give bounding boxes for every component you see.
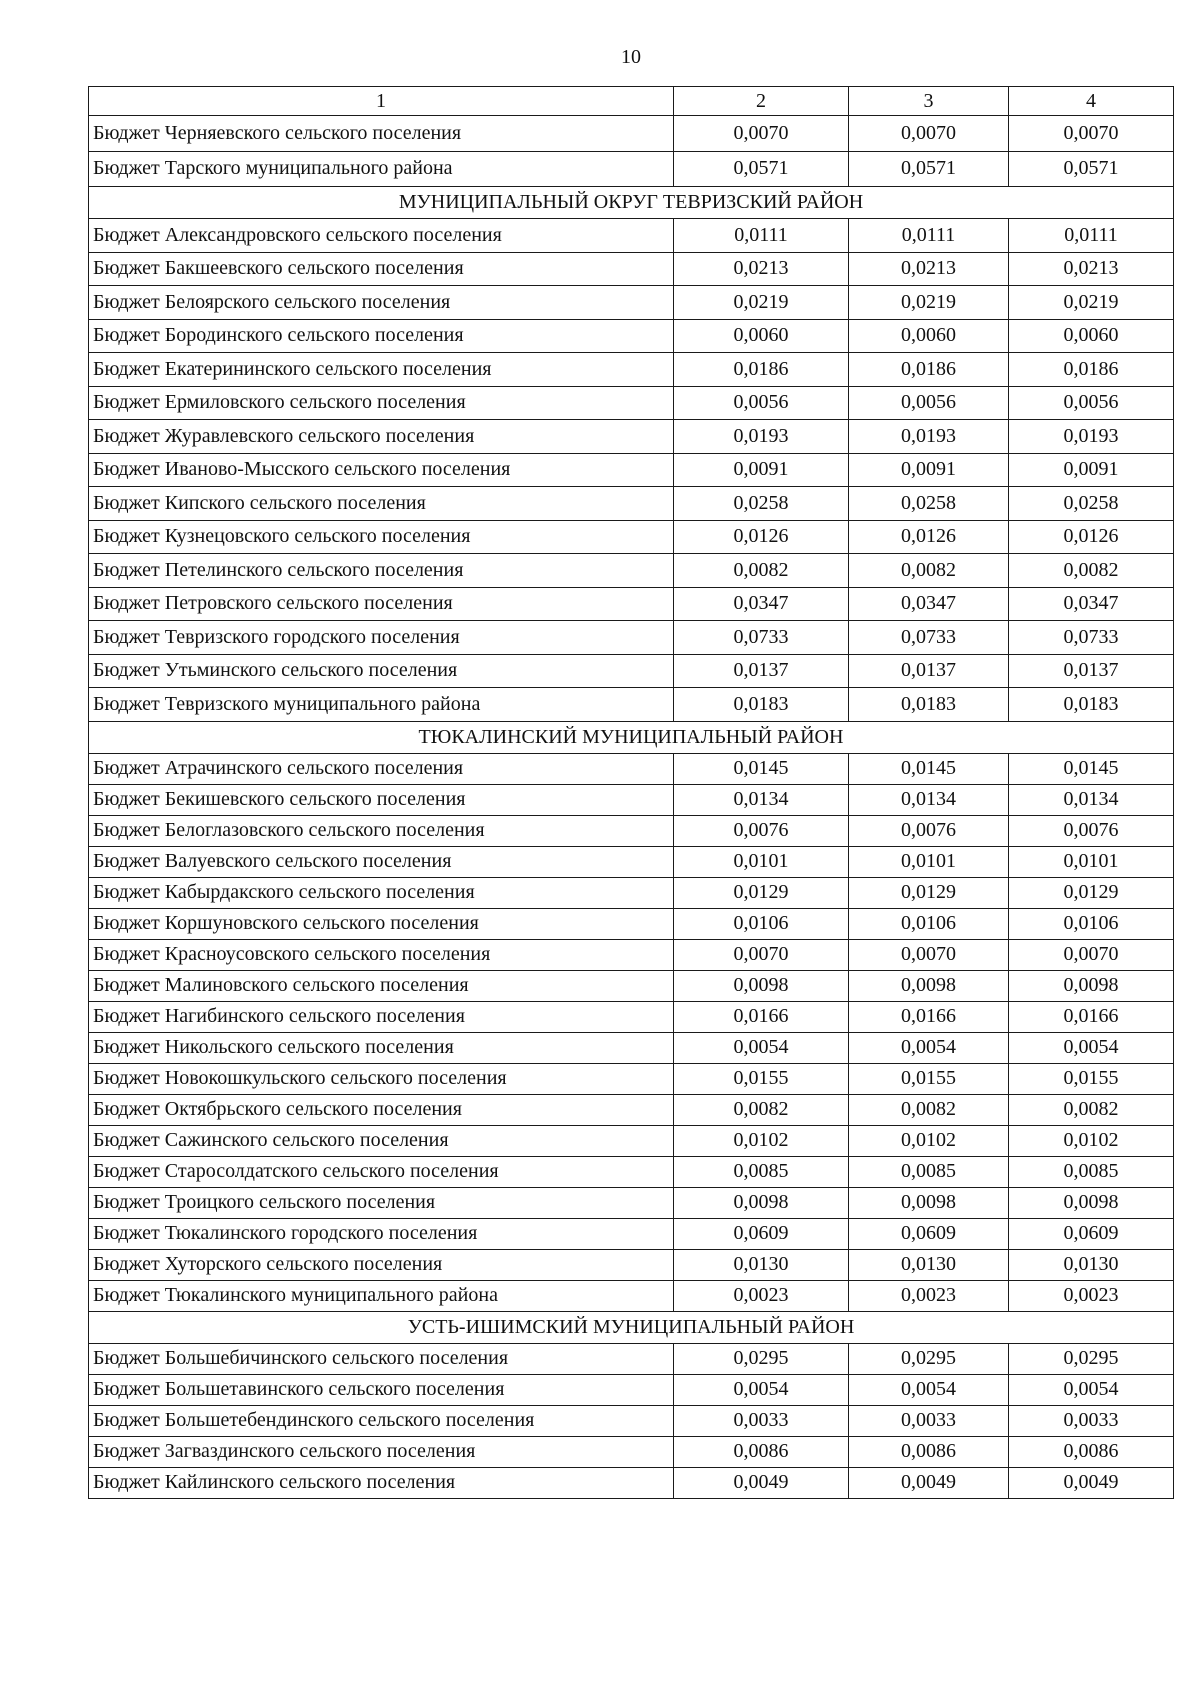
- value-cell-3: 0,0033: [849, 1405, 1009, 1436]
- budget-name-cell: Бюджет Журавлевского сельского поселения: [89, 420, 674, 454]
- budget-name-cell: Бюджет Большетавинского сельского поселения: [89, 1374, 674, 1405]
- budget-name-cell: Бюджет Петелинского сельского поселения: [89, 554, 674, 588]
- budget-name-cell: Бюджет Белоглазовского сельского поселения: [89, 815, 674, 846]
- budget-name-cell: Бюджет Тюкалинского городского поселения: [89, 1218, 674, 1249]
- value-cell-3: 0,0347: [849, 587, 1009, 621]
- section-title: УСТЬ-ИШИМСКИЙ МУНИЦИПАЛЬНЫЙ РАЙОН: [89, 1311, 1174, 1343]
- value-cell-4: 0,0082: [1009, 554, 1174, 588]
- budget-name-cell: Бюджет Бородинского сельского поселения: [89, 319, 674, 353]
- value-cell-2: 0,0145: [674, 753, 849, 784]
- budget-name-cell: Бюджет Ермиловского сельского поселения: [89, 386, 674, 420]
- budget-name-cell: Бюджет Бакшеевского сельского поселения: [89, 252, 674, 286]
- table-row: [89, 252, 1174, 286]
- value-cell-4: 0,0130: [1009, 1249, 1174, 1280]
- value-cell-3: 0,0086: [849, 1436, 1009, 1467]
- column-header-2: 2: [674, 87, 849, 116]
- budget-name-cell: Бюджет Утьминского сельского поселения: [89, 654, 674, 688]
- value-cell-2: 0,0076: [674, 815, 849, 846]
- budget-name-cell: Бюджет Тюкалинского муниципального района: [89, 1280, 674, 1311]
- value-cell-2: 0,0091: [674, 453, 849, 487]
- value-cell-3: 0,0126: [849, 520, 1009, 554]
- value-cell-2: 0,0258: [674, 487, 849, 521]
- budget-name-cell: Бюджет Кайлинского сельского поселения: [89, 1467, 674, 1498]
- value-cell-4: 0,0134: [1009, 784, 1174, 815]
- value-cell-4: 0,0060: [1009, 319, 1174, 353]
- value-cell-4: 0,0086: [1009, 1436, 1174, 1467]
- page-number: 10: [621, 46, 641, 68]
- value-cell-3: 0,0082: [849, 1094, 1009, 1125]
- budget-name-cell: Бюджет Тевризского городского поселения: [89, 621, 674, 655]
- table-row: [89, 487, 1174, 521]
- value-cell-4: 0,0137: [1009, 654, 1174, 688]
- value-cell-2: 0,0085: [674, 1156, 849, 1187]
- value-cell-3: 0,0183: [849, 688, 1009, 722]
- budget-name-cell: Бюджет Загваздинского сельского поселения: [89, 1436, 674, 1467]
- value-cell-4: 0,0571: [1009, 151, 1174, 187]
- value-cell-4: 0,0082: [1009, 1094, 1174, 1125]
- table-row: [89, 319, 1174, 353]
- section-title: ТЮКАЛИНСКИЙ МУНИЦИПАЛЬНЫЙ РАЙОН: [89, 721, 1174, 753]
- table-row: [89, 353, 1174, 387]
- column-header-1: 1: [89, 87, 674, 116]
- value-cell-2: 0,0609: [674, 1218, 849, 1249]
- budget-name-cell: Бюджет Кипского сельского поселения: [89, 487, 674, 521]
- value-cell-2: 0,0101: [674, 846, 849, 877]
- table-row: [89, 1125, 1174, 1156]
- table-row: [89, 219, 1174, 253]
- table-row: [89, 286, 1174, 320]
- value-cell-3: 0,0102: [849, 1125, 1009, 1156]
- value-cell-4: 0,0258: [1009, 487, 1174, 521]
- table-row: [89, 846, 1174, 877]
- value-cell-2: 0,0033: [674, 1405, 849, 1436]
- value-cell-3: 0,0193: [849, 420, 1009, 454]
- value-cell-2: 0,0166: [674, 1001, 849, 1032]
- budget-name-cell: Бюджет Атрачинского сельского поселения: [89, 753, 674, 784]
- value-cell-2: 0,0134: [674, 784, 849, 815]
- value-cell-2: 0,0130: [674, 1249, 849, 1280]
- value-cell-4: 0,0126: [1009, 520, 1174, 554]
- table-row: [89, 554, 1174, 588]
- value-cell-4: 0,0347: [1009, 587, 1174, 621]
- value-cell-4: 0,0033: [1009, 1405, 1174, 1436]
- table-row: [89, 654, 1174, 688]
- value-cell-2: 0,0082: [674, 554, 849, 588]
- table-row: [89, 1187, 1174, 1218]
- budget-name-cell: Бюджет Хуторского сельского поселения: [89, 1249, 674, 1280]
- value-cell-2: 0,0295: [674, 1343, 849, 1374]
- value-cell-4: 0,0155: [1009, 1063, 1174, 1094]
- value-cell-4: 0,0166: [1009, 1001, 1174, 1032]
- table-row: [89, 520, 1174, 554]
- value-cell-3: 0,0082: [849, 554, 1009, 588]
- section-header-row: [89, 721, 1174, 753]
- budget-name-cell: Бюджет Коршуновского сельского поселения: [89, 908, 674, 939]
- value-cell-2: 0,0054: [674, 1032, 849, 1063]
- table-row: [89, 420, 1174, 454]
- value-cell-4: 0,0295: [1009, 1343, 1174, 1374]
- value-cell-4: 0,0193: [1009, 420, 1174, 454]
- budget-name-cell: Бюджет Черняевского сельского поселения: [89, 116, 674, 152]
- value-cell-3: 0,0186: [849, 353, 1009, 387]
- value-cell-4: 0,0098: [1009, 1187, 1174, 1218]
- value-cell-2: 0,0126: [674, 520, 849, 554]
- table-row: [89, 753, 1174, 784]
- table-row: [89, 1156, 1174, 1187]
- value-cell-3: 0,0049: [849, 1467, 1009, 1498]
- value-cell-4: 0,0145: [1009, 753, 1174, 784]
- table-row: [89, 939, 1174, 970]
- budget-name-cell: Бюджет Большебичинского сельского поселения: [89, 1343, 674, 1374]
- table-row: [89, 784, 1174, 815]
- value-cell-4: 0,0111: [1009, 219, 1174, 253]
- value-cell-2: 0,0098: [674, 970, 849, 1001]
- value-cell-2: 0,0098: [674, 1187, 849, 1218]
- budget-name-cell: Бюджет Октябрьского сельского поселения: [89, 1094, 674, 1125]
- value-cell-2: 0,0070: [674, 116, 849, 152]
- budget-name-cell: Бюджет Троицкого сельского поселения: [89, 1187, 674, 1218]
- value-cell-2: 0,0023: [674, 1280, 849, 1311]
- budget-name-cell: Бюджет Петровского сельского поселения: [89, 587, 674, 621]
- budget-name-cell: Бюджет Нагибинского сельского поселения: [89, 1001, 674, 1032]
- value-cell-3: 0,0085: [849, 1156, 1009, 1187]
- table-row: [89, 908, 1174, 939]
- value-cell-2: 0,0102: [674, 1125, 849, 1156]
- value-cell-3: 0,0054: [849, 1374, 1009, 1405]
- table-row: [89, 1001, 1174, 1032]
- value-cell-4: 0,0049: [1009, 1467, 1174, 1498]
- budget-name-cell: Бюджет Малиновского сельского поселения: [89, 970, 674, 1001]
- value-cell-2: 0,0347: [674, 587, 849, 621]
- table-body: [89, 116, 1174, 1499]
- value-cell-4: 0,0102: [1009, 1125, 1174, 1156]
- value-cell-4: 0,0070: [1009, 116, 1174, 152]
- table-row: [89, 1405, 1174, 1436]
- budget-name-cell: Бюджет Сажинского сельского поселения: [89, 1125, 674, 1156]
- table-row: [89, 970, 1174, 1001]
- value-cell-2: 0,0056: [674, 386, 849, 420]
- table-row: [89, 1063, 1174, 1094]
- value-cell-4: 0,0183: [1009, 688, 1174, 722]
- value-cell-3: 0,0060: [849, 319, 1009, 353]
- value-cell-4: 0,0219: [1009, 286, 1174, 320]
- value-cell-3: 0,0023: [849, 1280, 1009, 1311]
- value-cell-3: 0,0076: [849, 815, 1009, 846]
- table-row: [89, 386, 1174, 420]
- budget-name-cell: Бюджет Иваново-Мысского сельского поселения: [89, 453, 674, 487]
- value-cell-2: 0,0183: [674, 688, 849, 722]
- value-cell-3: 0,0213: [849, 252, 1009, 286]
- budget-name-cell: Бюджет Кузнецовского сельского поселения: [89, 520, 674, 554]
- value-cell-4: 0,0129: [1009, 877, 1174, 908]
- section-header-row: [89, 187, 1174, 219]
- budget-table: [88, 86, 1174, 1499]
- budget-name-cell: Бюджет Старосолдатского сельского поселения: [89, 1156, 674, 1187]
- table-row: [89, 1436, 1174, 1467]
- value-cell-4: 0,0070: [1009, 939, 1174, 970]
- value-cell-4: 0,0106: [1009, 908, 1174, 939]
- value-cell-3: 0,0258: [849, 487, 1009, 521]
- budget-name-cell: Бюджет Бекишевского сельского поселения: [89, 784, 674, 815]
- value-cell-2: 0,0213: [674, 252, 849, 286]
- value-cell-4: 0,0054: [1009, 1374, 1174, 1405]
- value-cell-2: 0,0219: [674, 286, 849, 320]
- table-row: [89, 815, 1174, 846]
- value-cell-4: 0,0085: [1009, 1156, 1174, 1187]
- value-cell-3: 0,0106: [849, 908, 1009, 939]
- value-cell-2: 0,0137: [674, 654, 849, 688]
- value-cell-2: 0,0054: [674, 1374, 849, 1405]
- budget-name-cell: Бюджет Никольского сельского поселения: [89, 1032, 674, 1063]
- value-cell-3: 0,0098: [849, 970, 1009, 1001]
- table-row: [89, 587, 1174, 621]
- value-cell-4: 0,0098: [1009, 970, 1174, 1001]
- table-row: [89, 1249, 1174, 1280]
- value-cell-3: 0,0609: [849, 1218, 1009, 1249]
- column-header-4: 4: [1009, 87, 1174, 116]
- table-row: [89, 1094, 1174, 1125]
- table-row: [89, 688, 1174, 722]
- value-cell-2: 0,0155: [674, 1063, 849, 1094]
- value-cell-3: 0,0145: [849, 753, 1009, 784]
- budget-name-cell: Бюджет Красноусовского сельского поселения: [89, 939, 674, 970]
- value-cell-3: 0,0070: [849, 939, 1009, 970]
- budget-name-cell: Бюджет Новокошкульского сельского поселения: [89, 1063, 674, 1094]
- budget-table-container: [88, 86, 1173, 1499]
- budget-name-cell: Бюджет Тевризского муниципального района: [89, 688, 674, 722]
- budget-name-cell: Бюджет Валуевского сельского поселения: [89, 846, 674, 877]
- value-cell-4: 0,0609: [1009, 1218, 1174, 1249]
- table-row: [89, 116, 1174, 152]
- section-header-row: [89, 1311, 1174, 1343]
- table-row: [89, 621, 1174, 655]
- budget-name-cell: Бюджет Кабырдакского сельского поселения: [89, 877, 674, 908]
- table-row: [89, 877, 1174, 908]
- budget-name-cell: Бюджет Белоярского сельского поселения: [89, 286, 674, 320]
- value-cell-2: 0,0193: [674, 420, 849, 454]
- table-row: [89, 1467, 1174, 1498]
- value-cell-4: 0,0213: [1009, 252, 1174, 286]
- value-cell-2: 0,0111: [674, 219, 849, 253]
- value-cell-3: 0,0219: [849, 286, 1009, 320]
- value-cell-3: 0,0111: [849, 219, 1009, 253]
- value-cell-2: 0,0086: [674, 1436, 849, 1467]
- value-cell-4: 0,0054: [1009, 1032, 1174, 1063]
- table-row: [89, 151, 1174, 187]
- value-cell-2: 0,0129: [674, 877, 849, 908]
- value-cell-4: 0,0023: [1009, 1280, 1174, 1311]
- value-cell-2: 0,0060: [674, 319, 849, 353]
- value-cell-3: 0,0101: [849, 846, 1009, 877]
- table-row: [89, 453, 1174, 487]
- value-cell-2: 0,0571: [674, 151, 849, 187]
- budget-name-cell: Бюджет Тарского муниципального района: [89, 151, 674, 187]
- column-header-3: 3: [849, 87, 1009, 116]
- value-cell-2: 0,0082: [674, 1094, 849, 1125]
- section-title: МУНИЦИПАЛЬНЫЙ ОКРУГ ТЕВРИЗСКИЙ РАЙОН: [89, 187, 1174, 219]
- value-cell-3: 0,0091: [849, 453, 1009, 487]
- value-cell-3: 0,0571: [849, 151, 1009, 187]
- budget-name-cell: Бюджет Большетебендинского сельского поселения: [89, 1405, 674, 1436]
- value-cell-3: 0,0733: [849, 621, 1009, 655]
- value-cell-4: 0,0186: [1009, 353, 1174, 387]
- value-cell-3: 0,0054: [849, 1032, 1009, 1063]
- table-row: [89, 1218, 1174, 1249]
- value-cell-2: 0,0733: [674, 621, 849, 655]
- value-cell-4: 0,0101: [1009, 846, 1174, 877]
- value-cell-3: 0,0070: [849, 116, 1009, 152]
- value-cell-4: 0,0056: [1009, 386, 1174, 420]
- value-cell-4: 0,0091: [1009, 453, 1174, 487]
- value-cell-3: 0,0129: [849, 877, 1009, 908]
- table-row: [89, 1343, 1174, 1374]
- table-row: [89, 1374, 1174, 1405]
- budget-name-cell: Бюджет Екатерининского сельского поселения: [89, 353, 674, 387]
- value-cell-3: 0,0056: [849, 386, 1009, 420]
- value-cell-4: 0,0076: [1009, 815, 1174, 846]
- value-cell-2: 0,0070: [674, 939, 849, 970]
- value-cell-3: 0,0295: [849, 1343, 1009, 1374]
- value-cell-4: 0,0733: [1009, 621, 1174, 655]
- value-cell-3: 0,0137: [849, 654, 1009, 688]
- header-row: [89, 87, 1174, 116]
- value-cell-2: 0,0049: [674, 1467, 849, 1498]
- value-cell-3: 0,0130: [849, 1249, 1009, 1280]
- value-cell-3: 0,0155: [849, 1063, 1009, 1094]
- table-row: [89, 1032, 1174, 1063]
- value-cell-3: 0,0134: [849, 784, 1009, 815]
- value-cell-2: 0,0106: [674, 908, 849, 939]
- budget-name-cell: Бюджет Александровского сельского поселения: [89, 219, 674, 253]
- value-cell-3: 0,0098: [849, 1187, 1009, 1218]
- value-cell-2: 0,0186: [674, 353, 849, 387]
- value-cell-3: 0,0166: [849, 1001, 1009, 1032]
- table-row: [89, 1280, 1174, 1311]
